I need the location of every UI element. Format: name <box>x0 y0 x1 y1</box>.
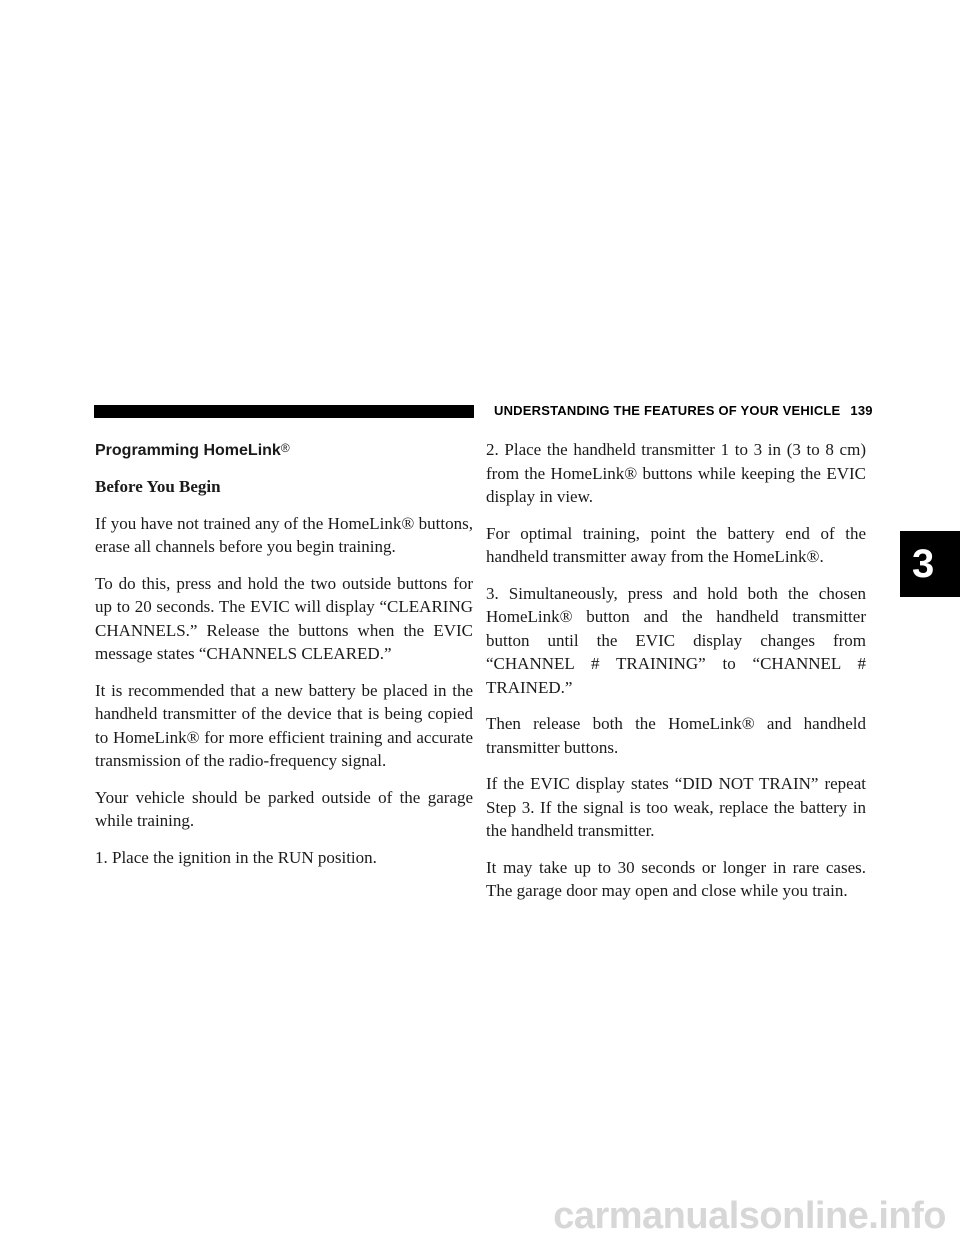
chapter-tab: 3 <box>900 531 960 597</box>
left-column <box>95 438 473 882</box>
page-number: 139 <box>850 403 873 418</box>
paragraph: If the EVIC display states “DID NOT TRAIN” repeat Step 3. If the signal is too weak, replace the battery in the handheld transmitter. <box>486 774 866 840</box>
paragraph: 2. Place the handheld transmitter 1 to 3 in (3 to 8 cm) from the HomeLink® buttons while keeping the EVIC display in view. <box>486 440 866 506</box>
watermark: carmanualsonline.info <box>553 1195 946 1237</box>
paragraph: Then release both the HomeLink® and handheld transmitter buttons. <box>486 714 866 757</box>
paragraph: 3. Simultaneously, press and hold both the chosen HomeLink® button and the handheld transmitter button until the EVIC display changes from “CHANNEL # TRAINING” to “CHANNEL # TRAINED.” <box>486 583 866 697</box>
paragraph: It may take up to 30 seconds or longer in rare cases. The garage door may open and close while you train. <box>486 857 866 900</box>
running-header <box>494 403 873 419</box>
paragraph: 1. Place the ignition in the RUN position. <box>95 847 377 867</box>
section-title <box>95 438 473 461</box>
section-title-text: Programming HomeLink <box>95 442 281 459</box>
header-rule <box>94 405 474 418</box>
paragraph: It is recommended that a new battery be placed in the handheld transmitter of the device that is being copied to HomeLink® for more efficient training and accurate transmission of the radio-frequency signal. <box>95 680 473 770</box>
right-column <box>486 438 866 903</box>
paragraph: For optimal training, point the battery end of the handheld transmitter away from the HomeLink®. <box>486 523 866 566</box>
subhead: Before You Begin <box>95 477 221 496</box>
paragraph: To do this, press and hold the two outside buttons for up to 20 seconds. The EVIC will display “CLEARING CHANNELS.” Release the buttons when the EVIC message states “CHANNELS CLEARED.” <box>95 573 473 663</box>
paragraph: Your vehicle should be parked outside of the garage while training. <box>95 787 473 830</box>
registered-mark: ® <box>280 441 290 455</box>
paragraph: If you have not trained any of the HomeLink® buttons, erase all channels before you begin training. <box>95 513 473 556</box>
chapter-title: UNDERSTANDING THE FEATURES OF YOUR VEHICLE <box>494 403 841 418</box>
